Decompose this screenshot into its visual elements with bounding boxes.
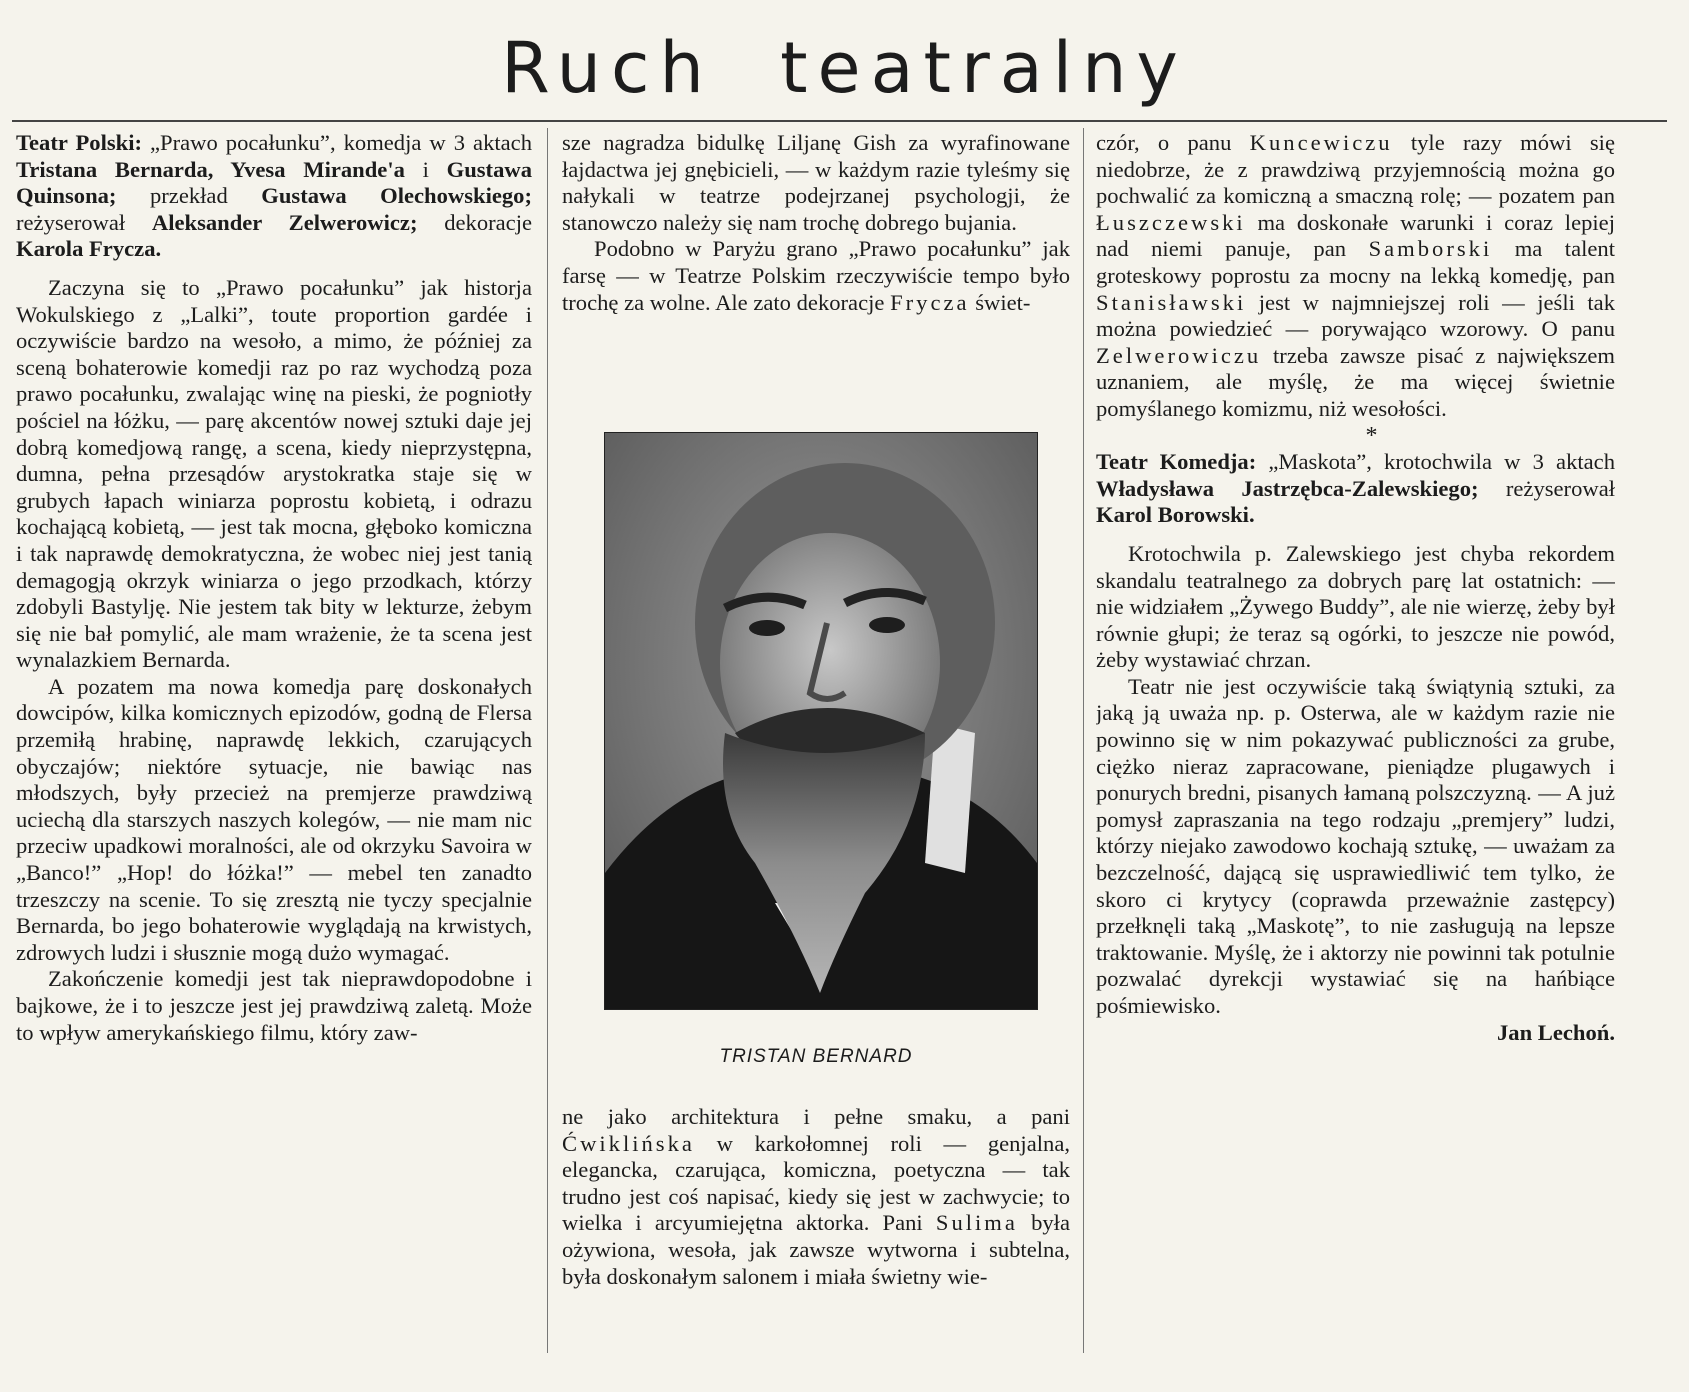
column-divider-2 [1083,128,1084,1353]
paragraph: czór, o panu Kuncewiczu tyle razy mówi się niedobrze, że z prawdziwą przyjemnością można go pochwalić za komiczną a smaczną rolę; — pozatem pan Łuszczewski ma doskonałe warunki i coraz lepiej nad niemi panuje, pan Samborski ma talent groteskowy poprostu za mocny na lekką komedję, pan Stanisławski jest w najmniejszej roli — jeśli tak można powiedzieć — porywająco wzorowy. O panu Zelwerowiczu trzeba zawsze pisać z największem uznaniem, ale myślę, że ma więcej świetnie pomyślanego komizmu, niż wesołości. [1096,130,1615,421]
paragraph: Zakończenie komedji jest tak nieprawdopodobne i bajkowe, że i to jeszcze jest jej prawdziwą zaletą. Może to wpływ amerykańskiego filmu, który zaw- [16,966,532,1045]
paragraph: Krotochwila p. Zalewskiego jest chyba rekordem skandalu teatralnego za dobrych parę lat ostatnich: — nie widziałem „Żywego Buddy”, ale nie wierzę, żeby był równie głupi; że teraz są ogórki, to jeszcze nie powód, żeby wystawiać chrzan. [1096,540,1615,673]
paragraph: Podobno w Paryżu grano „Prawo pocałunku” jak farsę — w Teatrze Polskim rzeczywiście tempo było trochę za wolne. Ale zato dekoracje Frycza świet- [562,236,1070,315]
photo-caption: TRISTAN BERNARD [719,1046,913,1067]
review-header-teatr-komedja: Teatr Komedja: „Maskota”, krotochwila w 3 aktach Władysława Jastrzębca-Zalewskiego; reżyserował Karol Borowski. [1096,449,1615,528]
paragraph: Teatr nie jest oczywiście taką świątynią sztuki, za jaką ją uważa np. p. Osterwa, ale w każdym razie nie powinno się w nim pokazywać publiczności za grube, ciężko nieraz zapracowane, pieniądze plugawych i ponurych bredni, pisanych łamaną polszczyzną. — A już pomysł zapraszania na tego rodzaju „premjery” ludzi, którzy niejako zawodowo kochają sztukę, — uważam za bezczelność, dającą się usprawiedliwić tem tylko, że skoro ci krytycy (coprawda przeważnie zastępcy) przełknęli taką „Maskotę”, to nie zasługują na lepsze traktowanie. Myślę, że i aktorzy nie powinni tak potulnie pozwalać dyrekcji wystawiać się na hańbiące pośmiewisko. [1096,673,1615,1018]
author-signature: Jan Lechoń. [1496,1019,1615,1045]
paragraph: Zaczyna się to „Prawo pocałunku” jak historja Wokulskiego z „Lalki”, toute proportion gardée i oczywiście bardzo na wesoło, a mimo, że później za sceną bohaterowie komedji raz po raz wychodzą poza prawo pocałunku, zwalając winę na pieski, że pogniotły pościel na łóżku, — parę akcentów nowej sztuki daje jej dobrą komedjową rangę, a scena, kiedy nieprzystępna, dumna, pełna przesądów arystokratka staje się w grubych łapach winiarza poprostu kobietą, i odrazu kochającą kobietą, — jest tak mocna, głęboko komiczna i tak naprawdę demokratyczna, że wobec niej jest tanią demagogją okrzyk winiarza o jego przodkach, którzy zdobyli Bastylję. Nie jestem tak bity w lekturze, żebym się nie bał pomylić, ale mam wrażenie, że ta scena jest wynalazkiem Bernarda. [16,274,532,673]
paragraph: ne jako architektura i pełne smaku, a pani Ćwiklińska w karkołomnej roli — genjalna, elegancka, czarująca, komiczna, poetyczna — tak trudno jest coś napisać, kiedy się jest w zachwycie; to wielka i arcyumiejętna aktorka. Pani Sulima była ożywiona, wesoła, jak zawsze wytworna i subtelna, była doskonałym salonem i miała świetny wie- [562,1104,1070,1289]
page-title: Ruch teatralny [501,27,1188,109]
paragraph: sze nagradza bidulkę Liljanę Gish za wyrafinowane łajdactwa jej gnębicieli, — w każdym razie tyleśmy się nałykali w teatrze podejrzanej psychologji, że stanowczo należy się nam trochę dobrego bujania. [562,130,1070,235]
review-header-teatr-polski: Teatr Polski: „Prawo pocałunku”, komedja w 3 aktach Tristana Bernarda, Yvesa Mirande'a i Gustawa Quinsona; przekład Gustawa Olechowskiego; reżyserował Aleksander Zelwerowicz; dekoracje Karola Frycza. [16,130,532,262]
article-column-2-top [562,130,1070,422]
article-column-3 [1096,130,1615,1352]
column-divider-1 [547,128,548,1353]
paragraph: A pozatem ma nowa komedja parę doskonałych dowcipów, kilka komicznych epizodów, godną de Flersa przemiłą hrabinę, naprawdę lekkich, czarujących obyczajów; niektóre sytuacje, nie bawiąc nas młodszych, były przecież na premjerze prawdziwą uciechą dla starszych naszych kolegów, — nie mam nic przeciw upadkowi moralności, ale od okrzyku Savoira w „Banco!” „Hop! do łóżka!” — mebel ten zanadto trzeszczy na scenie. To się zresztą nie tyczy specjalnie Bernarda, bo jego bohaterowie wyglądają na krwistych, zdrowych ludzi i słusznie mogą dużo wymagać. [16,673,532,965]
section-separator: * [1365,422,1378,449]
title-rule [12,120,1667,122]
portrait-image [605,433,1037,1009]
article-column-1 [16,130,532,1352]
article-column-2-bottom [562,1104,1070,1354]
portrait-photo [604,432,1038,1010]
